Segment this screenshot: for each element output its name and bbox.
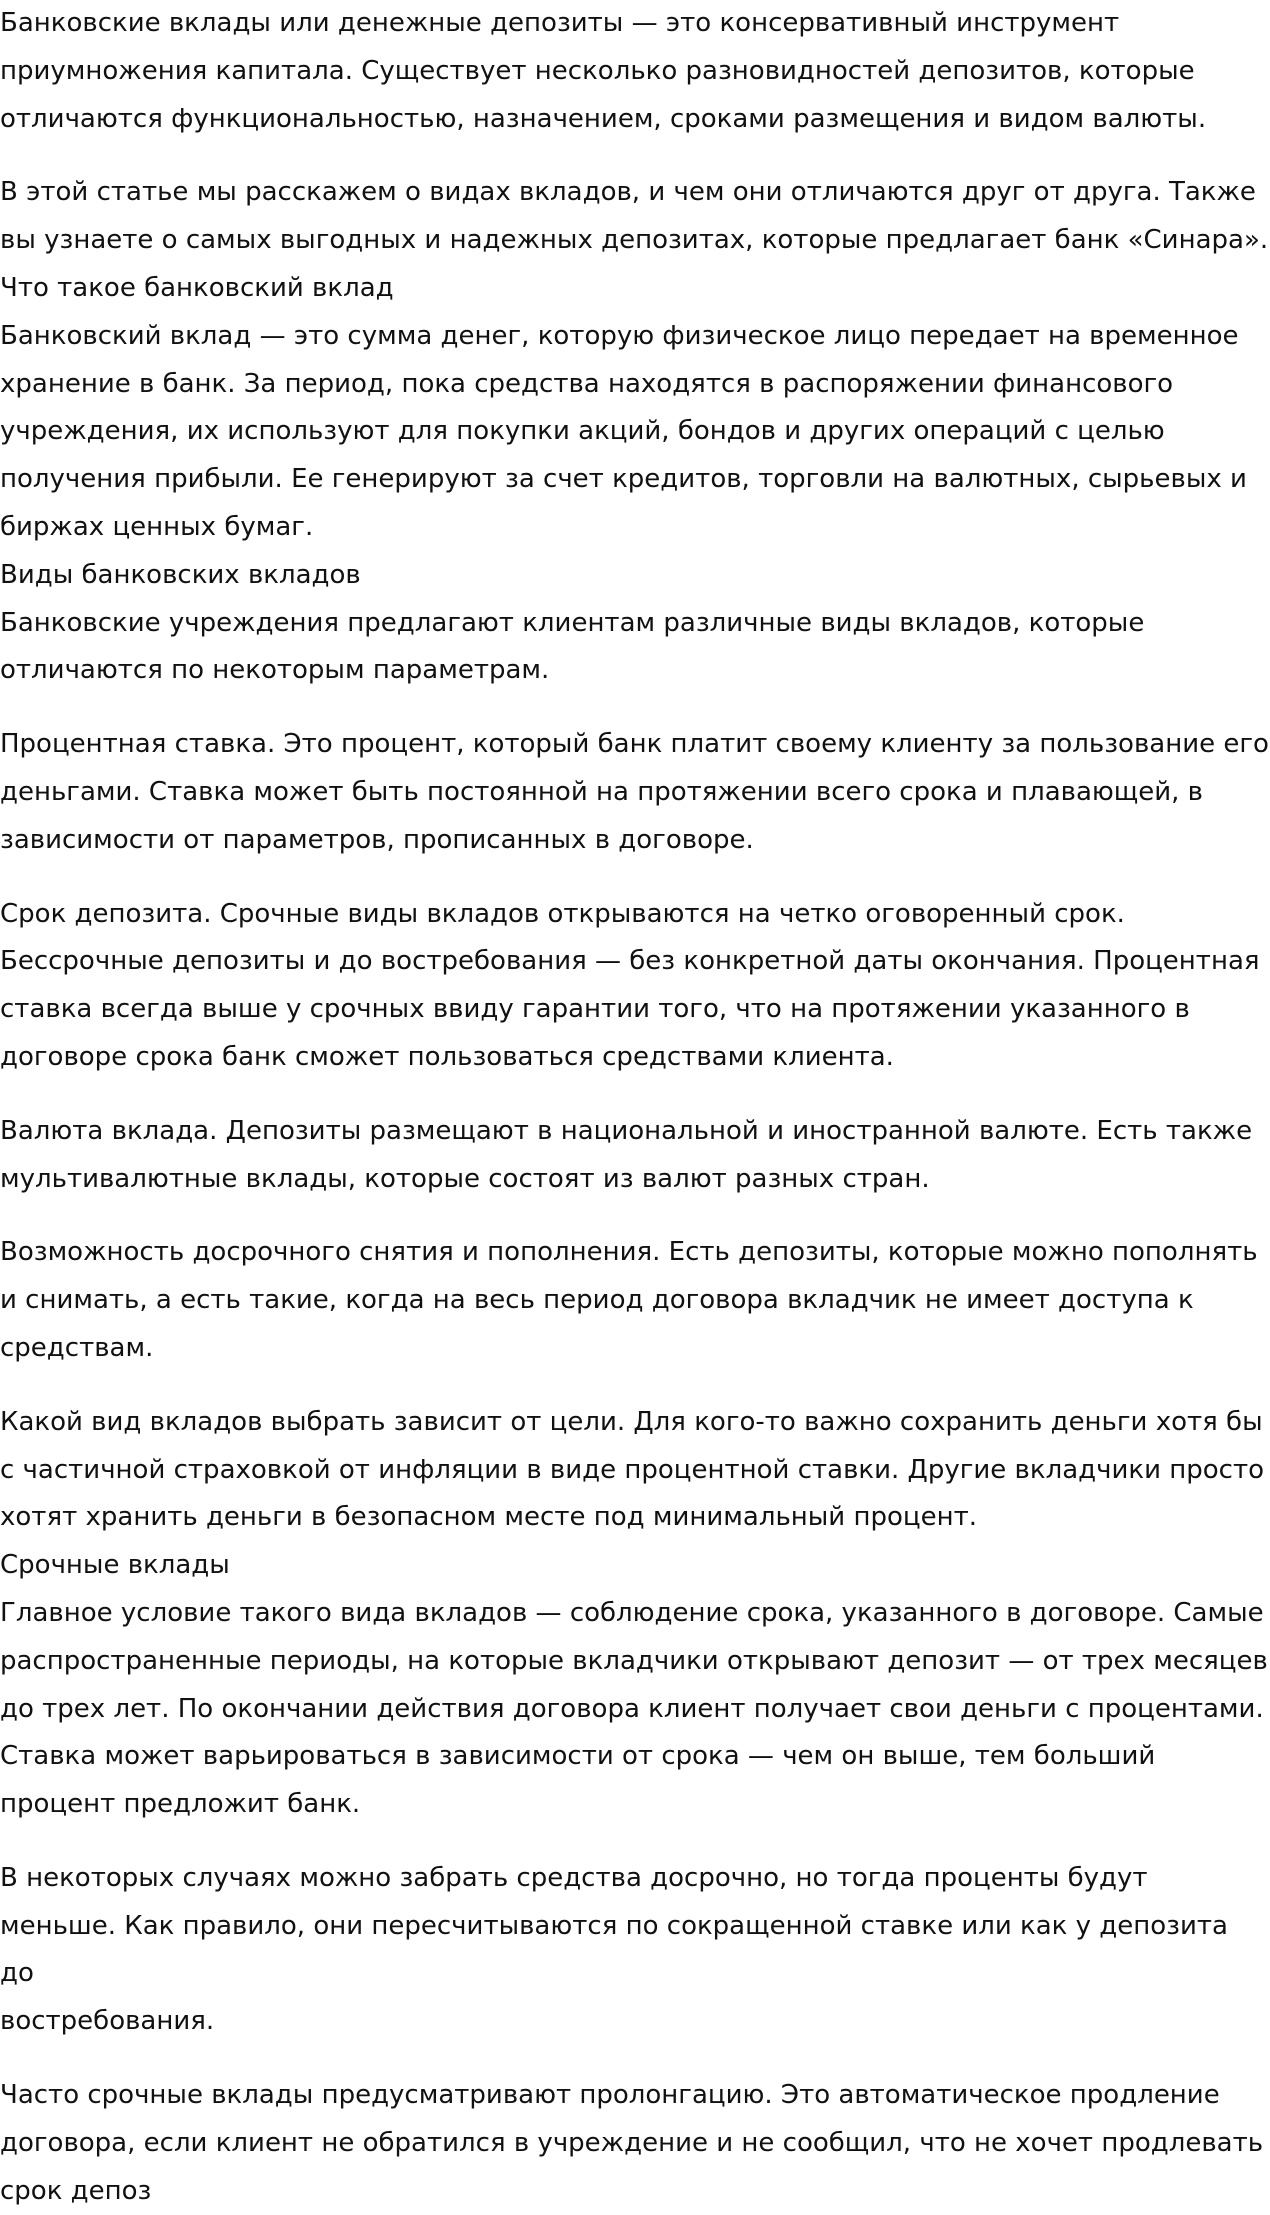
paragraph-spacer	[0, 695, 1270, 721]
section-heading-term-deposits: Срочные вклады	[0, 1550, 230, 1581]
paragraph-early-withdrawal: В некоторых случаях можно забрать средства досрочно, но тогда проценты будут меньше. Как правило, они пересчитываются по сокращенной ставке или как у депозита до востребования.	[0, 1862, 1228, 2037]
paragraph-prolongation: Часто срочные вклады предусматривают пролонгацию. Это автоматическое продление договора, если клиент не обратился в учреждение и не сообщил, что не хочет продлевать срок депоз	[0, 2080, 1264, 2206]
paragraph-withdrawal-topup: Возможность досрочного снятия и пополнения. Есть депозиты, которые можно пополнять и снимать, а есть такие, когда на весь период договора вкладчик не имеет доступа к средствам.	[0, 1237, 1258, 1363]
paragraph-choice-goal: Какой вид вкладов выбрать зависит от цели. Для кого-то важно сохранить деньги хотя бы с частичной страховкой от инфляции в виде процентной ставки. Другие вкладчики просто хотят хранить деньги в безопасном месте под минимальный процент.	[0, 1406, 1264, 1533]
paragraph-intro: Банковские вклады или денежные депозиты — это консервативный инструмент приумножения капитала. Существует несколько разновидностей депозитов, которые отличаются функциональностью, назначением, сроками размещения и видом валюты.	[0, 8, 1207, 134]
paragraph-interest-rate: Процентная ставка. Это процент, который банк платит своему клиенту за пользование его деньгами. Ставка может быть постоянной на протяжении всего срока и плавающей, в зависимости от параметров, прописанных в договоре.	[0, 729, 1269, 855]
paragraph-spacer	[0, 1373, 1270, 1399]
paragraph-spacer	[0, 1203, 1270, 1229]
section-heading-deposit-types: Виды банковских вкладов	[0, 559, 361, 590]
paragraph-spacer	[0, 2046, 1270, 2072]
paragraph-deposit-term: Срок депозита. Срочные виды вкладов открываются на четко оговоренный срок. Бессрочные депозиты и до востребования — без конкретной даты окончания. Процентная ставка всегда выше у срочных ввиду гарантии того, что на протяжении указанного в договоре срока банк сможет пользоваться средствами клиента.	[0, 898, 1260, 1072]
paragraph-spacer	[0, 1829, 1270, 1855]
section-heading-what-is-deposit: Что такое банковский вклад	[0, 272, 394, 303]
paragraph-deposit-currency: Валюта вклада. Депозиты размещают в национальной и иностранной валюте. Есть также мультивалютные вклады, которые состоят из валют разных стран.	[0, 1115, 1253, 1194]
paragraph-spacer	[0, 143, 1270, 169]
paragraph-spacer	[0, 1082, 1270, 1108]
paragraph-article-overview: В этой статье мы расскажем о видах вкладов, и чем они отличаются друг от друга. Также вы узнаете о самых выгодных и надежных депозитах, которые предлагает банк «Синара».	[0, 177, 1269, 256]
paragraph-deposit-definition: Банковский вклад — это сумма денег, которую физическое лицо передает на временное хранение в банк. За период, пока средства находятся в распоряжении финансового учреждения, их используют для покупки акций, бондов и других операций с целью получения прибыли. Ее генерируют за счет кредитов, торговли на валютных, сырьевых и биржах ценных бумаг.	[0, 320, 1247, 542]
paragraph-term-condition: Главное условие такого вида вкладов — соблюдение срока, указанного в договоре. Самые распространенные периоды, на которые вкладчики открывают депозит — от трех месяцев до трех лет. По окончании действия договора клиент получает свои деньги с процентами. Ставка может варьироваться в зависимости от срока — чем он выше, тем больший процент предложит банк.	[0, 1597, 1268, 1820]
paragraph-spacer	[0, 865, 1270, 891]
paragraph-types-intro: Банковские учреждения предлагают клиентам различные виды вкладов, которые отличаются по некоторым параметрам.	[0, 607, 1145, 686]
